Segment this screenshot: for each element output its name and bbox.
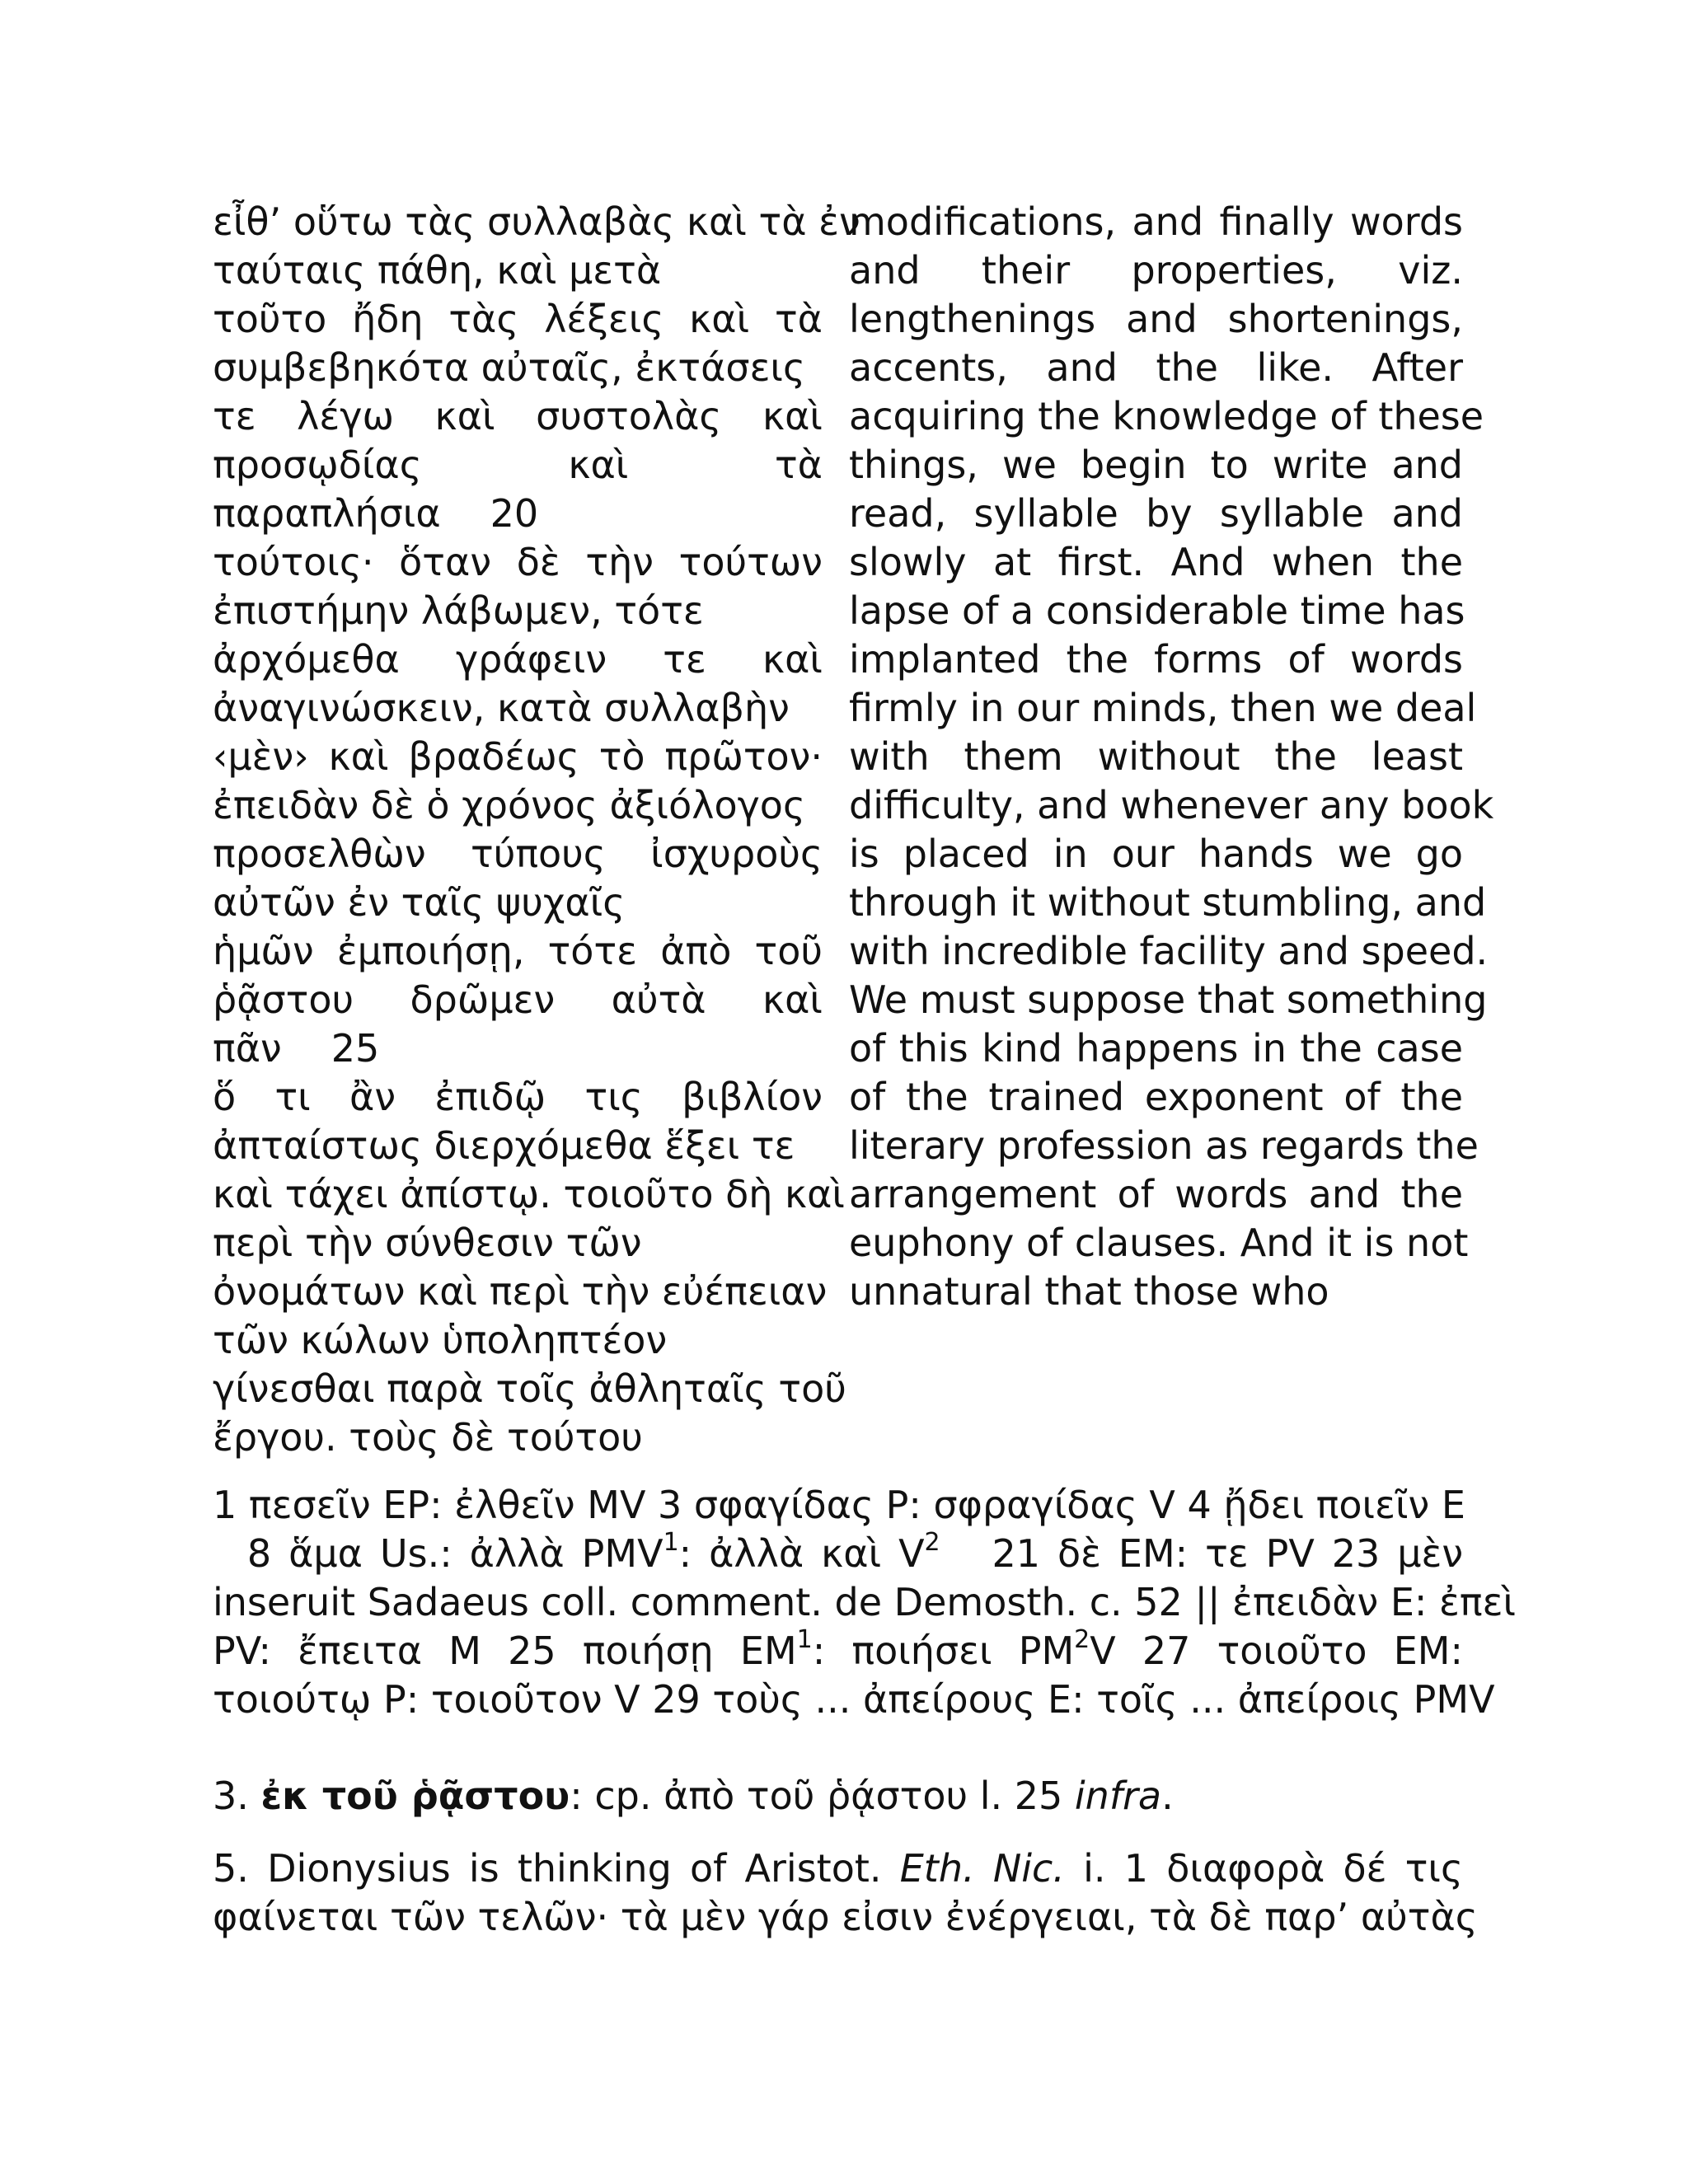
english-line: literary profession as regards the — [849, 1123, 1479, 1168]
greek-line: ‹μὲν› καὶ βραδέως τὸ πρῶτον· — [213, 734, 823, 779]
apparatus-line — [213, 1527, 1464, 1578]
english-line: is placed in our hands we go — [849, 832, 1463, 876]
apparatus-line: τοιούτῳ P: τοιοῦτον V 29 τοὺς ... ἀπείρους E: τοῖς ... ἀπείροις PMV — [213, 1677, 1495, 1722]
note-number: 3. — [213, 1774, 249, 1818]
greek-line: ῥᾷστου δρῶμεν αὐτὰ καὶ — [213, 977, 823, 1022]
critical-apparatus — [213, 1481, 1517, 1724]
greek-line: ἡμῶν ἐμποιήσῃ, τότε ἀπὸ τοῦ — [213, 929, 823, 973]
note-text: 5. Dionysius is thinking of Aristot. — [213, 1846, 882, 1891]
greek-line: τοῦτο ἤδη τὰς λέξεις καὶ τὰ — [213, 297, 823, 341]
greek-line: ὅ τι ἂν ἐπιδῷ τις βιβλίον — [213, 1075, 823, 1119]
note-line: φαίνεται τῶν τελῶν· τὰ μὲν γάρ εἰσιν ἐνέργειαι, τὰ δὲ παρ’ αὐτὰς — [213, 1895, 1478, 1939]
superscript: 2 — [1074, 1624, 1090, 1654]
greek-line-20 — [213, 490, 823, 538]
english-line: arrangement of words and the — [849, 1172, 1463, 1216]
greek-line: γίνεσθαι παρὰ τοῖς ἀθληταῖς τοῦ — [213, 1366, 846, 1411]
apparatus-text: PV: ἔπειτα M 25 ποιήσῃ EM — [213, 1629, 797, 1673]
greek-line-25 — [213, 1024, 823, 1073]
english-line: things, we begin to write and — [849, 443, 1463, 487]
greek-line: καὶ τάχει ἀπίστῳ. τοιοῦτο δὴ καὶ — [213, 1172, 845, 1216]
english-line: slowly at first. And when the — [849, 540, 1463, 584]
greek-line: ἀναγινώσκειν, κατὰ συλλαβὴν — [213, 686, 790, 730]
note-line — [213, 1844, 1463, 1893]
english-line: unnatural that those who — [849, 1269, 1329, 1314]
note-text: : cp. ἀπὸ τοῦ ῥᾴστου l. 25 — [570, 1774, 1063, 1818]
greek-line: εἶθ’ οὕτω τὰς συλλαβὰς καὶ τὰ ἐν — [213, 199, 860, 244]
apparatus-line: 1 πεσεῖν EP: ἐλθεῖν MV 3 σφαγίδας P: σφραγίδας V 4 ᾔδει ποιεῖν E — [213, 1483, 1465, 1527]
note-lemma: ἐκ τοῦ ῥᾷστου — [260, 1774, 570, 1818]
english-translation-column — [849, 198, 1494, 1316]
english-line: of this kind happens in the case — [849, 1026, 1463, 1071]
note-italic: infra — [1074, 1774, 1162, 1818]
apparatus-text: : ἀλλὰ καὶ V — [678, 1531, 925, 1576]
english-line: firmly in our minds, then we deal — [849, 686, 1477, 730]
commentary-note-5 — [213, 1844, 1478, 1942]
greek-line: τούτοις· ὅταν δὲ τὴν τούτων — [213, 540, 823, 584]
greek-line: συμβεβηκότα αὐταῖς, ἐκτάσεις — [213, 345, 805, 390]
commentary-note-3 — [213, 1772, 1463, 1821]
apparatus-text: V 27 τοιοῦτο EM: — [1090, 1629, 1463, 1673]
greek-line: τῶν κώλων ὑποληπτέον — [213, 1318, 668, 1362]
note-text: . — [1161, 1774, 1174, 1818]
greek-line: ταύταις πάθη, καὶ μετὰ — [213, 248, 662, 293]
english-line: lapse of a considerable time has — [849, 588, 1465, 633]
english-line: lengthenings and shortenings, — [849, 297, 1463, 341]
superscript: 2 — [924, 1527, 940, 1557]
english-line: through it without stumbling, and — [849, 880, 1487, 925]
english-line: accents, and the like. After — [849, 345, 1463, 390]
apparatus-line — [213, 1624, 1463, 1675]
note-italic: Eth. Nic. — [899, 1846, 1065, 1891]
superscript: 1 — [796, 1624, 813, 1654]
greek-line: ἐπιστήμην λάβωμεν, τότε — [213, 588, 704, 633]
english-line: difficulty, and whenever any book — [849, 783, 1494, 827]
greek-text-column — [213, 198, 860, 1462]
greek-line-text: παραπλήσια — [213, 491, 441, 536]
english-line: of the trained exponent of the — [849, 1075, 1463, 1119]
note-text: i. 1 διαφορὰ δέ τις — [1083, 1846, 1463, 1891]
superscript: 1 — [663, 1527, 679, 1557]
english-line: implanted the forms of words — [849, 637, 1463, 682]
greek-line: προσῳδίας καὶ τὰ — [213, 443, 823, 487]
line-number: 20 — [490, 491, 539, 536]
greek-line: τε λέγω καὶ συστολὰς καὶ — [213, 394, 823, 438]
greek-line: ἀρχόμεθα γράφειν τε καὶ — [213, 637, 823, 682]
line-number: 25 — [331, 1026, 380, 1071]
english-line: with incredible facility and speed. — [849, 929, 1489, 973]
english-line: with them without the least — [849, 734, 1463, 779]
greek-line: ἀπταίστως διερχόμεθα ἕξει τε — [213, 1123, 795, 1168]
apparatus-text: 8 ἅμα Us.: ἀλλὰ PMV — [246, 1531, 663, 1576]
apparatus-text: : ποιήσει PM — [812, 1629, 1075, 1673]
apparatus-text: 21 δὲ EM: τε PV 23 μὲν — [992, 1531, 1464, 1576]
english-line: acquiring the knowledge of these — [849, 394, 1484, 438]
greek-line: προσελθὼν τύπους ἰσχυροὺς — [213, 832, 823, 876]
english-line: We must suppose that something — [849, 977, 1488, 1022]
english-line: and their properties, viz. — [849, 248, 1463, 293]
english-line: euphony of clauses. And it is not — [849, 1221, 1469, 1265]
english-line: modifications, and finally words — [849, 199, 1463, 244]
greek-line-text: πᾶν — [213, 1026, 282, 1071]
greek-line: περὶ τὴν σύνθεσιν τῶν — [213, 1221, 642, 1265]
greek-line: ὀνομάτων καὶ περὶ τὴν εὐέπειαν — [213, 1269, 828, 1314]
greek-line: ἔργου. τοὺς δὲ τούτου — [213, 1415, 643, 1460]
greek-line: ἐπειδὰν δὲ ὁ χρόνος ἀξιόλογος — [213, 783, 805, 827]
apparatus-line: inseruit Sadaeus coll. comment. de Demosth. c. 52 || ἐπειδὰν E: ἐπεὶ — [213, 1580, 1517, 1624]
english-line: read, syllable by syllable and — [849, 491, 1463, 536]
greek-line: αὐτῶν ἐν ταῖς ψυχαῖς — [213, 880, 626, 925]
